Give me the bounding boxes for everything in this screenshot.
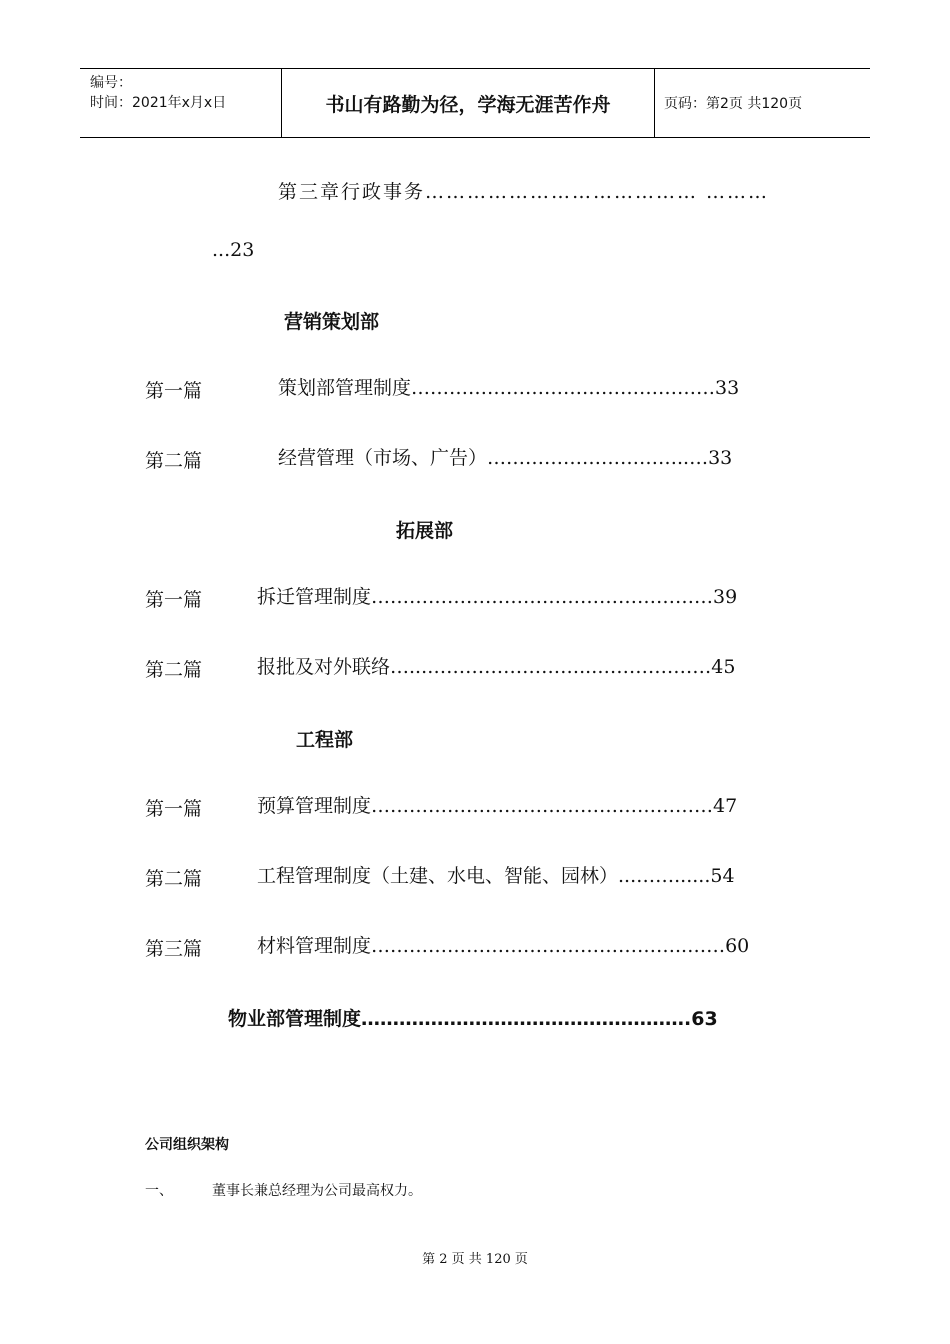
toc-entry: 报批及对外联络…...……………………...………………45 [257, 656, 736, 678]
section-title-marketing: 营销策划部 [284, 311, 380, 333]
header-divider [654, 69, 655, 137]
item-text: 董事长兼总经理为公司最高权力。 [212, 1183, 422, 1199]
toc-label: 第二篇 [145, 450, 203, 472]
toc-entry: 预算管理制度………………………………………………47 [257, 795, 738, 817]
toc-label: 第二篇 [145, 868, 203, 890]
section-title-expansion: 拓展部 [396, 520, 454, 542]
org-structure-title: 公司组织架构 [145, 1137, 229, 1153]
header-page-info: 页码：第2页 共120页 [664, 96, 803, 112]
header-meta [90, 73, 226, 113]
toc-label: 第二篇 [145, 659, 203, 681]
toc-entry: 材料管理制度…………………………………………..……60 [257, 935, 750, 957]
toc-property-entry: 物业部管理制度…………………………………………….63 [228, 1008, 718, 1030]
header-motto: 书山有路勤为径，学海无涯苦作舟 [325, 93, 611, 116]
toc-label: 第一篇 [145, 380, 203, 402]
toc-label: 第三篇 [145, 938, 203, 960]
toc-entry: 经营管理（市场、广告）…………………………..…33 [278, 447, 733, 469]
page-header [80, 68, 870, 138]
toc-entry: 工程管理制度（土建、水电、智能、园林）...……......54 [257, 865, 735, 887]
number-label: 编号： [90, 75, 132, 91]
toc-label: 第一篇 [145, 798, 203, 820]
page-footer: 第 2 页 共 120 页 [422, 1252, 528, 1267]
toc-entry: 拆迁管理制度………………………………………………39 [257, 586, 738, 608]
toc-label: 第一篇 [145, 589, 203, 611]
toc-admin-chapter: 第三章行政事务………………………………… ……… [278, 181, 770, 203]
item-number: 一、 [145, 1183, 173, 1199]
time-label: 时间：2021年x月x日 [90, 95, 227, 111]
toc-entry: 策划部管理制度…………………………………………33 [278, 377, 740, 399]
toc-admin-page: ...23 [212, 239, 255, 261]
section-title-engineering: 工程部 [296, 729, 354, 751]
